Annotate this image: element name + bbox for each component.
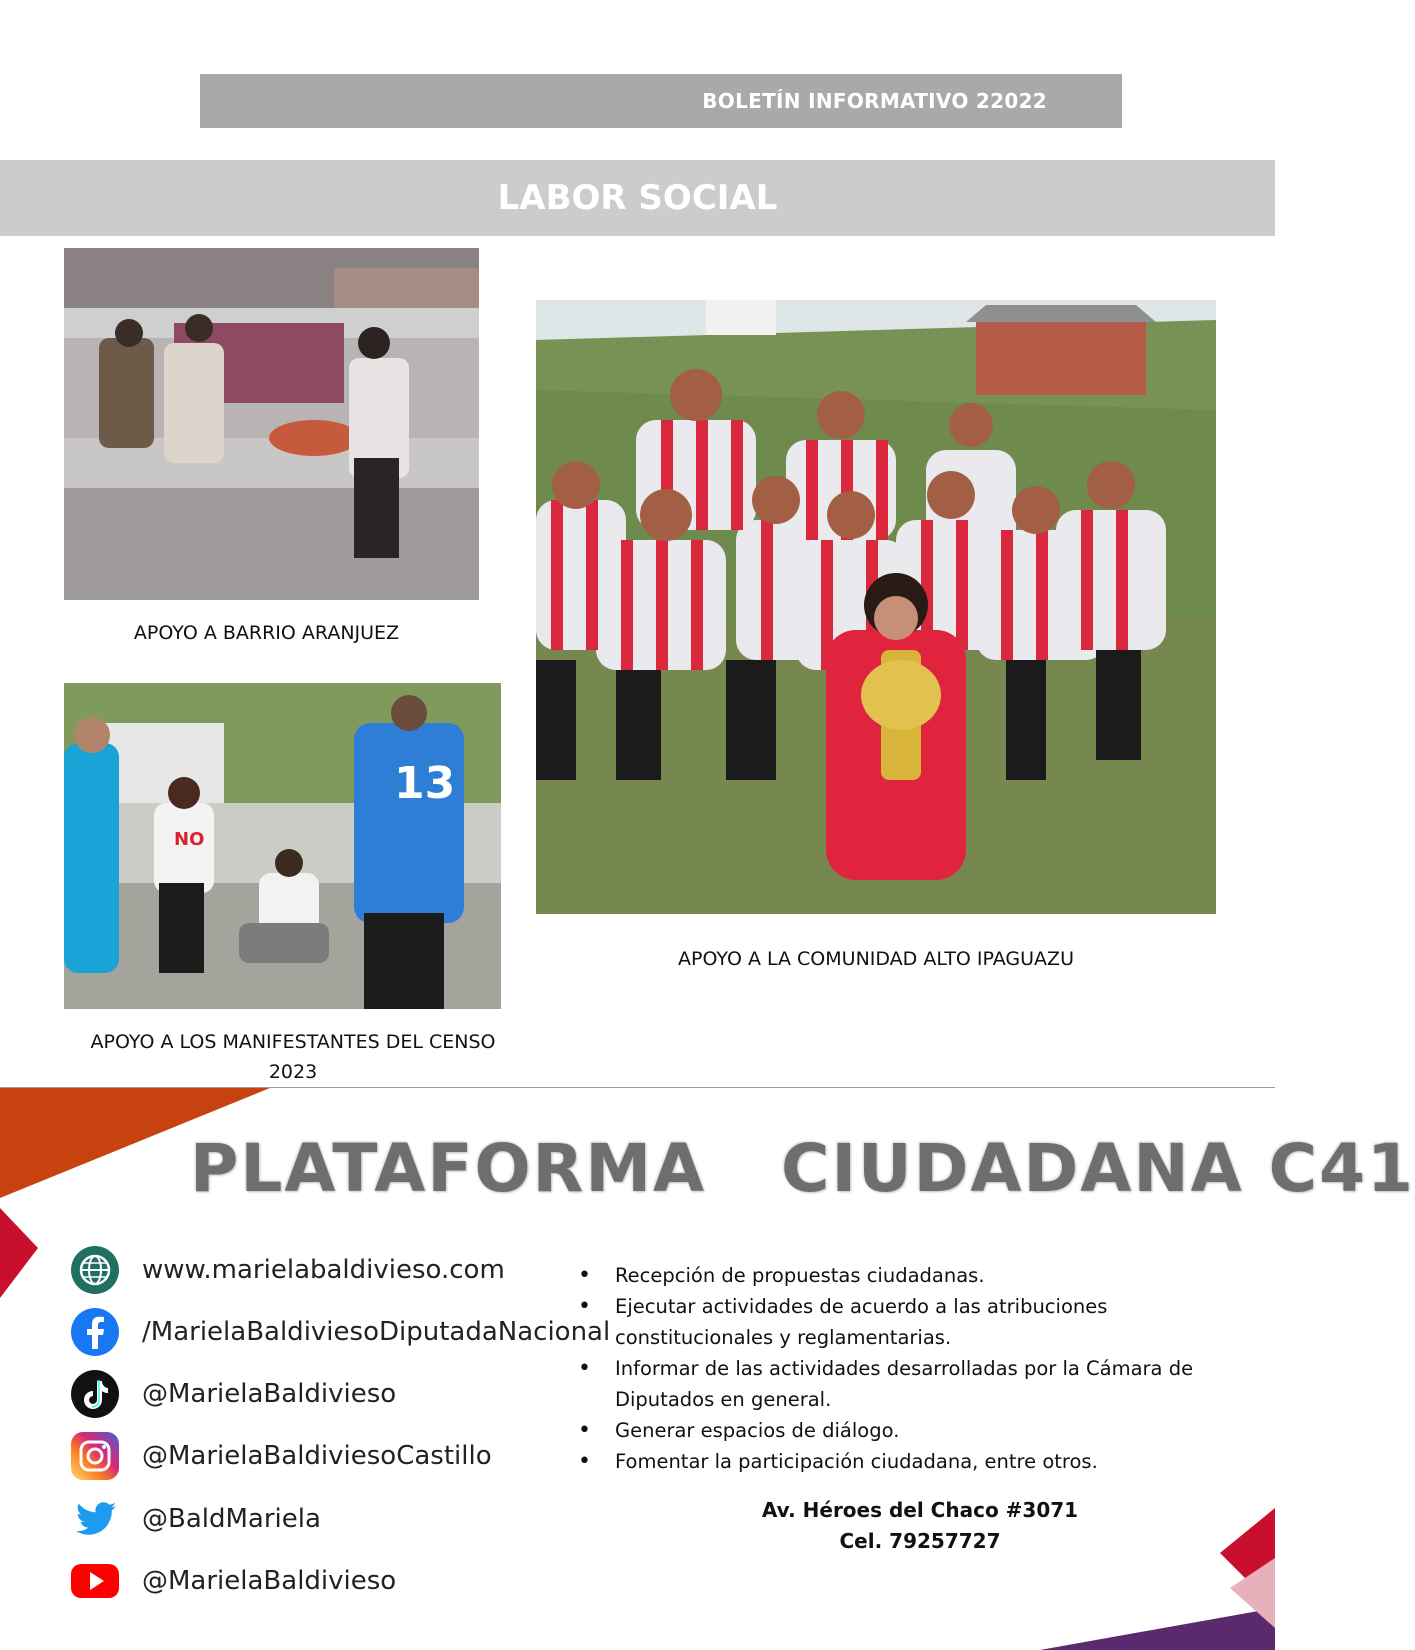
globe-icon — [70, 1245, 120, 1295]
photo-barrio-aranjuez — [64, 248, 479, 600]
section-title: LABOR SOCIAL — [497, 178, 778, 218]
twitter-icon — [70, 1494, 120, 1544]
instagram-icon — [70, 1431, 120, 1481]
objective-item: • Ejecutar actividades de acuerdo a las atribuciones constitucionales y reglamentarias. — [575, 1291, 1255, 1353]
caption-barrio-aranjuez: APOYO A BARRIO ARANJUEZ — [133, 622, 400, 644]
social-website-text: www.marielabaldivieso.com — [142, 1255, 505, 1285]
bulletin-title: BOLETÍN INFORMATIVO 22022 — [702, 89, 1047, 113]
address-text: Av. Héroes del Chaco #3071 — [761, 1498, 1079, 1522]
social-twitter[interactable] — [70, 1494, 590, 1546]
social-instagram-text: @MarielaBaldiviesoCastillo — [142, 1441, 492, 1471]
social-tiktok[interactable] — [70, 1369, 590, 1421]
social-facebook-text: /MarielaBaldiviesoDiputadaNacional — [142, 1317, 611, 1347]
contact-address-block — [720, 1495, 1120, 1557]
objective-item: • Recepción de propuestas ciudadanas. — [575, 1260, 1255, 1291]
caption-comunidad-alto-ipaguazu: APOYO A LA COMUNIDAD ALTO IPAGUAZU — [678, 948, 1074, 970]
photo-manifestantes-censo — [64, 683, 501, 1009]
shirt-number: 13 — [394, 758, 456, 809]
caption-manifestantes-censo — [64, 1027, 522, 1087]
platform-objectives-list — [575, 1260, 1255, 1477]
facebook-icon — [70, 1307, 120, 1357]
objective-item: • Generar espacios de diálogo. — [575, 1415, 1255, 1446]
social-website[interactable] — [70, 1245, 590, 1297]
photo-comunidad-alto-ipaguazu — [536, 300, 1216, 914]
phone-text: Cel. 79257727 — [839, 1529, 1001, 1553]
section-banner — [0, 160, 1275, 236]
objective-item: • Informar de las actividades desarrolladas por la Cámara de Diputados en general. — [575, 1353, 1255, 1415]
social-youtube[interactable] — [70, 1556, 590, 1608]
social-instagram[interactable] — [70, 1431, 590, 1483]
social-twitter-text: @BaldMariela — [142, 1504, 321, 1534]
tiktok-icon — [70, 1369, 120, 1419]
social-youtube-text: @MarielaBaldivieso — [142, 1566, 397, 1596]
objective-item: • Fomentar la participación ciudadana, entre otros. — [575, 1446, 1255, 1477]
caption-line-2: 2023 — [268, 1061, 318, 1083]
bulletin-header-bar — [200, 74, 1122, 128]
youtube-icon — [70, 1556, 120, 1606]
platform-title: PLATAFORMA CIUDADANA C41 — [190, 1130, 1415, 1207]
sign-text: NO — [174, 829, 205, 850]
social-facebook[interactable] — [70, 1307, 611, 1359]
caption-line-1: APOYO A LOS MANIFESTANTES DEL CENSO — [90, 1031, 496, 1053]
social-tiktok-text: @MarielaBaldivieso — [142, 1379, 397, 1409]
